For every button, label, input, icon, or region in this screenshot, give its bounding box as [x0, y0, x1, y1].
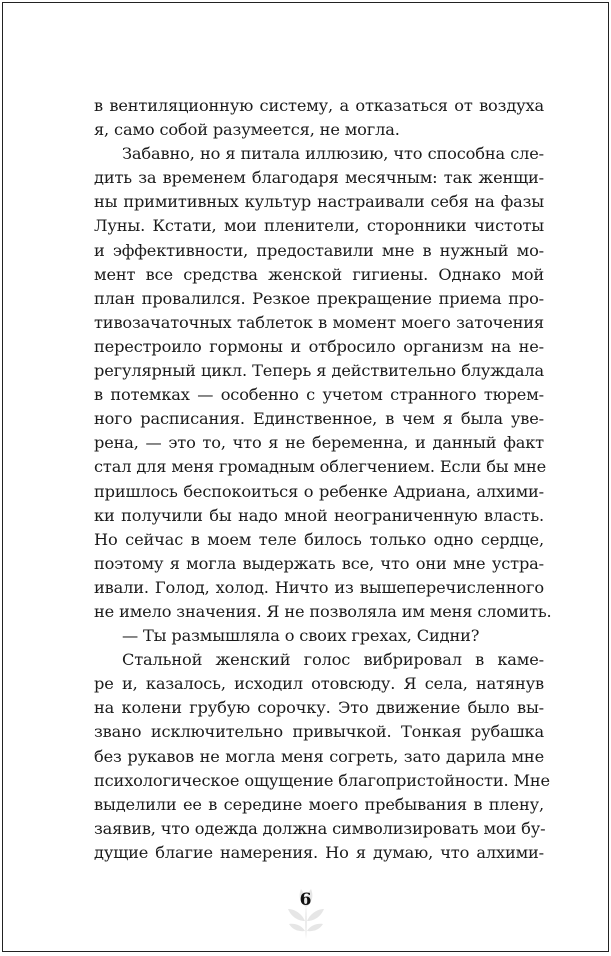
- dialogue-line: — Ты размышляла о своих грехах, Сидни?: [122, 626, 480, 646]
- text-line: план провалился. Резкое прекращение приема про-: [94, 288, 544, 308]
- text-line: Стальной женский голос вибрировал в каме-: [122, 650, 544, 670]
- text-line: дить за временем благодаря месячным: так женщи-: [94, 168, 544, 188]
- text-line: Но сейчас в моем теле билось только одно сердце,: [94, 529, 544, 549]
- text-line: ны примитивных культур настраивали себя на фазы: [94, 192, 544, 212]
- text-line: в потемках — особенно с учетом странного тюрем-: [94, 385, 544, 405]
- text-line: Забавно, но я питала иллюзию, что способна сле-: [122, 144, 544, 164]
- text-line: тивозачаточных таблеток в момент моего заточения: [94, 312, 544, 332]
- text-line: звано исключительно привычкой. Тонкая рубашка: [94, 722, 544, 742]
- text-line: мент все средства женской гигиены. Однако мой: [94, 264, 544, 284]
- body-text: [94, 94, 552, 865]
- text-line: не имело значения. Я не позволяла им меня сломить.: [94, 601, 552, 621]
- text-line: пришлось беспокоиться о ребенке Адриана, алхими-: [94, 481, 544, 501]
- page-footer: [3, 881, 608, 941]
- text-line: психологическое ощущение благопристойности. Мне: [94, 770, 550, 790]
- text-line: рена, — это то, что я не беременна, и данный факт: [94, 433, 544, 453]
- text-line: без рукавов не могла меня согреть, зато дарила мне: [94, 746, 544, 766]
- text-line: ного расписания. Единственное, в чем я была уве-: [94, 409, 544, 429]
- text-line: ки получили бы надо мной неограниченную власть.: [94, 505, 544, 525]
- text-line: на колени грубую сорочку. Это движение было вы-: [94, 698, 544, 718]
- text-line: Луны. Кстати, мои пленители, сторонники чистоты: [94, 216, 544, 236]
- text-line: поэтому я могла выдержать все, что они мне устра-: [94, 553, 544, 573]
- text-line: дущие благие намерения. Но я думаю, что алхими-: [94, 842, 544, 862]
- text-line: я, само собой разумеется, не могла.: [94, 120, 400, 140]
- book-page: [2, 2, 609, 952]
- text-line: выделили ее в середине моего пребывания в плену,: [94, 794, 544, 814]
- text-line: регулярный цикл. Теперь я действительно блуждала: [94, 361, 544, 381]
- text-line: ре и, казалось, исходил отовсюду. Я села, натянув: [94, 674, 544, 694]
- text-line: стал для меня громадным облегчением. Если бы мне: [94, 457, 547, 477]
- text-line: перестроило гормоны и отбросило организм на не-: [94, 336, 544, 356]
- page-number: 6: [299, 890, 312, 910]
- text-line: заявив, что одежда должна символизировать мои бу-: [94, 818, 546, 838]
- text-line: ивали. Голод, холод. Ничто из вышеперечисленного: [94, 577, 544, 597]
- text-line: в вентиляционную систему, а отказаться от воздуха: [94, 96, 544, 115]
- text-line: и эффективности, предоставили мне в нужный мо-: [94, 240, 544, 260]
